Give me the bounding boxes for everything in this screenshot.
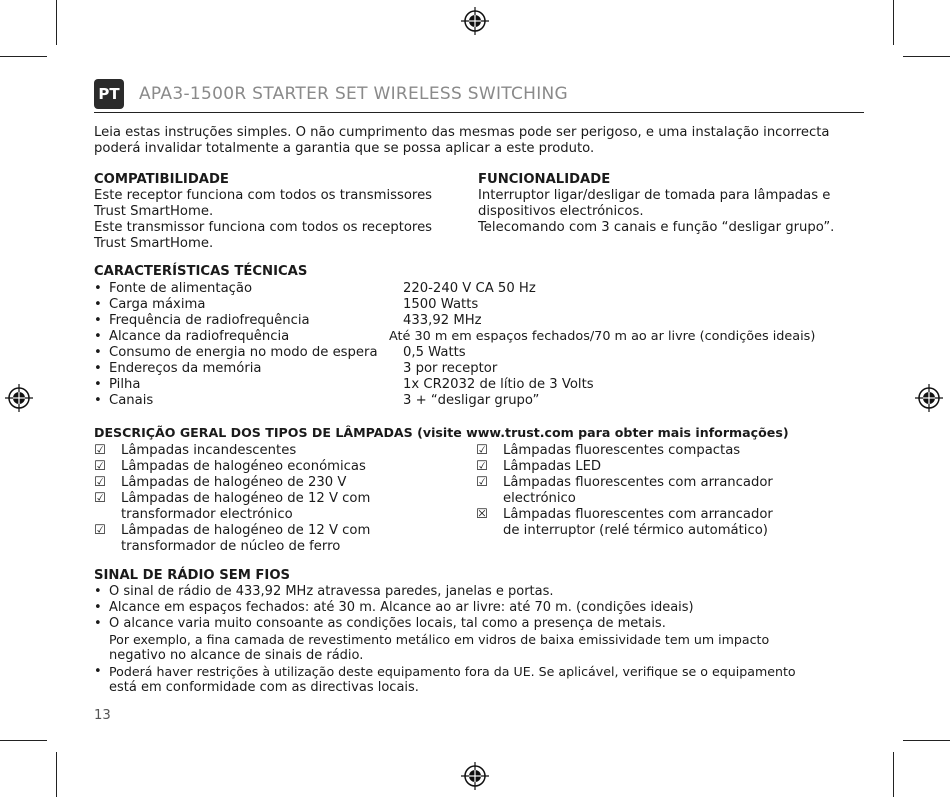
- crop-mark: [903, 56, 950, 57]
- spec-row: [109, 393, 869, 409]
- crop-mark: [893, 752, 894, 797]
- lamp-item: [476, 443, 866, 459]
- crop-mark: [56, 0, 57, 45]
- registration-mark-icon: [460, 6, 490, 36]
- lamp-label: Lâmpadas fluorescentes com arrancador: [503, 475, 773, 490]
- spec-label: Alcance da radiofrequência: [109, 329, 290, 344]
- spec-label: Endereços da memória: [109, 361, 262, 376]
- functionality-line: dispositivos electrónicos.: [478, 204, 644, 219]
- checked-box-icon: ☑: [94, 475, 106, 490]
- lamp-label: Lâmpadas de halogéneo de 230 V: [121, 475, 347, 490]
- spec-value: 1x CR2032 de lítio de 3 Volts: [403, 377, 594, 392]
- spec-value: 220-240 V CA 50 Hz: [403, 281, 536, 296]
- spec-value: 433,92 MHz: [403, 313, 482, 328]
- crop-mark: [0, 56, 47, 57]
- spec-row: [109, 313, 869, 329]
- lamps-right-list: [476, 443, 866, 539]
- spec-label: Pilha: [109, 377, 141, 392]
- spec-value: 3 por receptor: [403, 361, 498, 376]
- lamp-item: [94, 443, 464, 459]
- registration-mark-icon: [4, 383, 34, 413]
- header-divider: [94, 112, 864, 113]
- registration-mark-icon: [460, 761, 490, 791]
- crop-mark: [903, 740, 950, 741]
- spec-value: Até 30 m em espaços fechados/70 m ao ar livre (condições ideais): [389, 329, 816, 344]
- compatibility-section: [94, 172, 432, 252]
- spec-row: [109, 297, 869, 313]
- spec-row: [109, 281, 869, 297]
- lamp-label: de interruptor (relé térmico automático): [503, 523, 768, 538]
- language-badge: PT: [94, 79, 124, 109]
- registration-mark-icon: [914, 383, 944, 413]
- crossed-box-icon: ☒: [476, 507, 488, 522]
- checked-box-icon: ☑: [476, 475, 488, 490]
- lamp-item: [476, 459, 866, 475]
- radio-line: está em conformidade com as directivas locais.: [109, 680, 419, 695]
- checked-box-icon: ☑: [94, 443, 106, 458]
- lamp-label: Lâmpadas fluorescentes com arrancador: [503, 507, 773, 522]
- radio-item: [109, 664, 869, 696]
- radio-item: [109, 616, 869, 664]
- lamp-label: Lâmpadas LED: [503, 459, 602, 474]
- specs-heading: CARACTERÍSTICAS TÉCNICAS: [94, 264, 308, 279]
- checked-box-icon: ☑: [94, 523, 106, 538]
- functionality-section: [478, 172, 834, 236]
- lamp-item: [94, 523, 464, 555]
- lamp-item: [94, 491, 464, 523]
- radio-item: [109, 584, 869, 600]
- spec-row: [109, 345, 869, 361]
- page-title: APA3-1500R STARTER SET WIRELESS SWITCHING: [139, 84, 569, 104]
- spec-label: Frequência de radiofrequência: [109, 313, 310, 328]
- lamp-item: [94, 459, 464, 475]
- radio-line: • Alcance em espaços fechados: até 30 m. Alcance ao ar livre: até 70 m. (condições ideais): [109, 600, 694, 615]
- spec-value: 1500 Watts: [403, 297, 479, 312]
- lamp-item: [94, 475, 464, 491]
- spec-label: Fonte de alimentação: [109, 281, 253, 296]
- spec-label: Consumo de energia no modo de espera: [109, 345, 378, 360]
- lamp-label: Lâmpadas fluorescentes compactas: [503, 443, 741, 458]
- spec-value: 3 + “desligar grupo”: [403, 393, 540, 408]
- intro-paragraph: [94, 125, 829, 157]
- page-number: 13: [94, 708, 111, 723]
- lamp-label: transformador de núcleo de ferro: [121, 539, 341, 554]
- radio-line: • O alcance varia muito consoante as condições locais, tal como a presença de metais.: [109, 616, 666, 631]
- spec-value: 0,5 Watts: [403, 345, 466, 360]
- radio-line: negativo no alcance de sinais de rádio.: [109, 648, 364, 663]
- lamp-item: [476, 507, 866, 539]
- radio-line: • Poderá haver restrições à utilização deste equipamento fora da UE. Se aplicável, verifique se o equipamento: [109, 664, 796, 679]
- radio-item: [109, 600, 869, 616]
- specs-list: [109, 281, 869, 409]
- spec-row: [109, 377, 869, 393]
- checked-box-icon: ☑: [476, 459, 488, 474]
- radio-line: Por exemplo, a fina camada de revestimento metálico em vidros de baixa emissividade tem um impacto: [109, 632, 770, 647]
- radio-heading: SINAL DE RÁDIO SEM FIOS: [94, 568, 291, 583]
- crop-mark: [56, 752, 57, 797]
- intro-line: poderá invalidar totalmente a garantia que se possa aplicar a este produto.: [94, 141, 595, 156]
- spec-row: [109, 361, 869, 377]
- lamps-left-list: [94, 443, 464, 555]
- lamps-heading: DESCRIÇÃO GERAL DOS TIPOS DE LÂMPADAS (visite www.trust.com para obter mais informações): [94, 425, 789, 440]
- spec-row: [109, 329, 869, 345]
- spec-label: Canais: [109, 393, 154, 408]
- lamp-label: electrónico: [503, 491, 576, 506]
- checked-box-icon: ☑: [94, 491, 106, 506]
- functionality-line: Interruptor ligar/desligar de tomada para lâmpadas e: [478, 188, 831, 203]
- compatibility-heading: COMPATIBILIDADE: [94, 172, 229, 187]
- functionality-line: Telecomando com 3 canais e função “desligar grupo”.: [478, 220, 835, 235]
- checked-box-icon: ☑: [94, 459, 106, 474]
- lamp-item: [476, 475, 866, 507]
- crop-mark: [893, 0, 894, 45]
- compatibility-line: Trust SmartHome.: [94, 204, 214, 219]
- compatibility-line: Trust SmartHome.: [94, 236, 214, 251]
- lamp-label: Lâmpadas de halogéneo económicas: [121, 459, 366, 474]
- functionality-heading: FUNCIONALIDADE: [478, 172, 611, 187]
- lamp-label: transformador electrónico: [121, 507, 293, 522]
- radio-line: • O sinal de rádio de 433,92 MHz atravessa paredes, janelas e portas.: [109, 584, 554, 599]
- lamp-label: Lâmpadas de halogéneo de 12 V com: [121, 491, 371, 506]
- spec-label: Carga máxima: [109, 297, 206, 312]
- intro-line: Leia estas instruções simples. O não cumprimento das mesmas pode ser perigoso, e uma instalação incorrecta: [94, 125, 830, 140]
- checked-box-icon: ☑: [476, 443, 488, 458]
- radio-list: [109, 584, 869, 696]
- compatibility-line: Este transmissor funciona com todos os receptores: [94, 220, 433, 235]
- compatibility-line: Este receptor funciona com todos os transmissores: [94, 188, 433, 203]
- lamp-label: Lâmpadas incandescentes: [121, 443, 297, 458]
- crop-mark: [0, 740, 47, 741]
- lamp-label: Lâmpadas de halogéneo de 12 V com: [121, 523, 371, 538]
